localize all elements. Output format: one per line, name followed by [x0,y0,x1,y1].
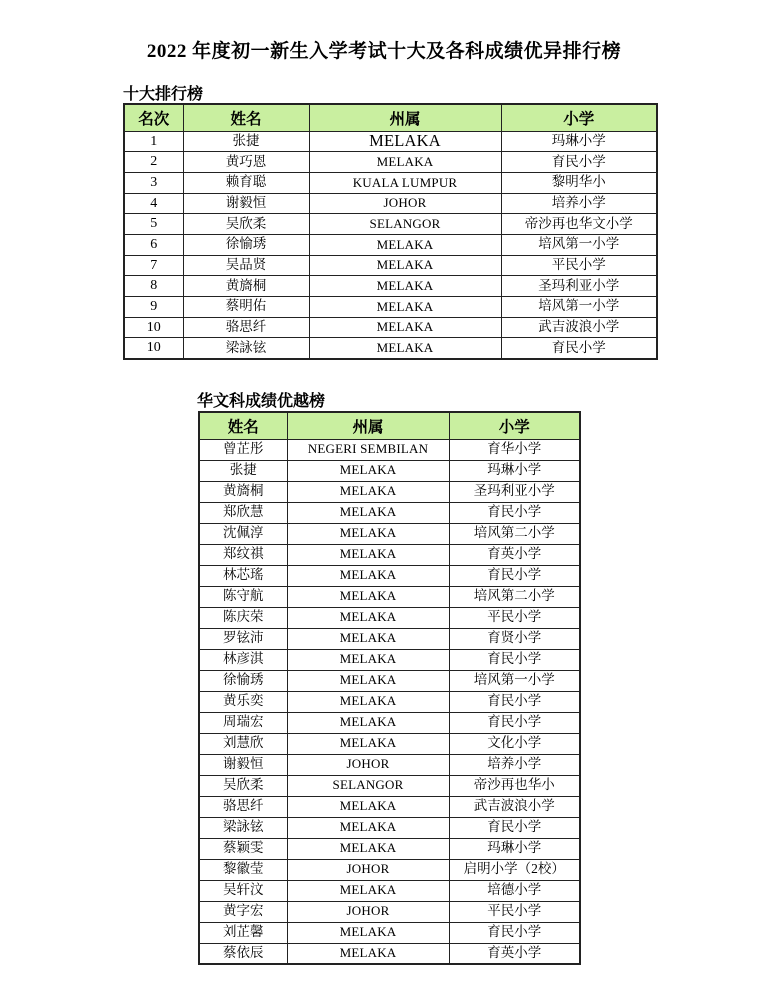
table-row [124,297,657,318]
name-cell: 骆思纤 [199,796,287,817]
school-cell: 育民小学 [501,338,657,359]
name-cell: 梁詠铉 [183,338,309,359]
name-cell: 谢毅恒 [199,754,287,775]
name-cell: 赖育聪 [183,172,309,193]
state-cell: MELAKA [287,880,449,901]
state-cell: MELAKA [287,586,449,607]
state-cell: MELAKA [309,234,501,255]
table-row [199,691,580,712]
state-cell: MELAKA [287,838,449,859]
table-row [199,859,580,880]
name-cell: 黄旖桐 [199,481,287,502]
state-cell: MELAKA [287,460,449,481]
school-cell: 武吉波浪小学 [449,796,580,817]
state-cell: MELAKA [309,152,501,173]
state-cell: JOHOR [309,193,501,214]
state-cell: MELAKA [309,131,501,152]
rank-cell: 6 [124,234,183,255]
state-cell: SELANGOR [309,214,501,235]
school-cell: 育民小学 [449,712,580,733]
name-cell: 蔡明佑 [183,297,309,318]
school-cell: 育民小学 [501,152,657,173]
table-row [199,670,580,691]
name-cell: 刘慧欣 [199,733,287,754]
school-cell: 育华小学 [449,439,580,460]
name-cell: 郑纹祺 [199,544,287,565]
school-cell: 培养小学 [449,754,580,775]
state-cell: MELAKA [287,649,449,670]
table-row [199,817,580,838]
name-cell: 谢毅恒 [183,193,309,214]
name-cell: 黄旖桐 [183,276,309,297]
table-row [199,502,580,523]
table-row [199,481,580,502]
section-heading-top10: 十大排行榜 [123,86,204,103]
school-cell: 育民小学 [449,922,580,943]
state-cell: MELAKA [287,502,449,523]
table-row [199,649,580,670]
state-cell: MELAKA [287,544,449,565]
school-cell: 培养小学 [501,193,657,214]
chinese-body [199,439,580,964]
name-cell: 吴欣柔 [183,214,309,235]
state-cell: NEGERI SEMBILAN [287,439,449,460]
name-cell: 梁詠铉 [199,817,287,838]
name-cell: 黄字宏 [199,901,287,922]
school-cell: 育民小学 [449,649,580,670]
section-heading-chinese: 华文科成绩优越榜 [197,393,326,410]
table-row [199,544,580,565]
name-cell: 吴欣柔 [199,775,287,796]
name-cell: 罗铉沛 [199,628,287,649]
name-cell: 周瑞宏 [199,712,287,733]
table-row [124,214,657,235]
name-cell: 蔡依辰 [199,943,287,964]
name-cell: 骆思纤 [183,317,309,338]
school-cell: 平民小学 [449,901,580,922]
column-header-state: 州属 [309,104,501,131]
name-cell: 蔡颖雯 [199,838,287,859]
rank-cell: 7 [124,255,183,276]
table-row [199,565,580,586]
name-cell: 林芯瑤 [199,565,287,586]
name-cell: 郑欣慧 [199,502,287,523]
name-cell: 黄乐奕 [199,691,287,712]
school-cell: 平民小学 [501,255,657,276]
state-cell: SELANGOR [287,775,449,796]
state-cell: MELAKA [309,338,501,359]
table-row [199,712,580,733]
state-cell: JOHOR [287,754,449,775]
school-cell: 育民小学 [449,502,580,523]
state-cell: MELAKA [287,523,449,544]
school-cell: 培风第一小学 [501,297,657,318]
rank-cell: 5 [124,214,183,235]
name-cell: 林彦淇 [199,649,287,670]
table-row [199,796,580,817]
name-cell: 徐愉琇 [199,670,287,691]
column-header-name: 姓名 [183,104,309,131]
page-title: 2022 年度初一新生入学考试十大及各科成绩优异排行榜 [146,41,622,62]
school-cell: 玛琳小学 [449,838,580,859]
column-header-school: 小学 [449,412,580,439]
table-row [199,460,580,481]
school-cell: 文化小学 [449,733,580,754]
state-cell: MELAKA [287,607,449,628]
school-cell: 培风第二小学 [449,586,580,607]
school-cell: 育贤小学 [449,628,580,649]
column-header-state: 州属 [287,412,449,439]
school-cell: 培风第二小学 [449,523,580,544]
table-row [199,775,580,796]
table-row [124,276,657,297]
school-cell: 武吉波浪小学 [501,317,657,338]
state-cell: MELAKA [287,481,449,502]
school-cell: 培风第一小学 [501,234,657,255]
table-row [124,234,657,255]
name-cell: 吴轩汶 [199,880,287,901]
school-cell: 育民小学 [449,817,580,838]
column-header-name: 姓名 [199,412,287,439]
name-cell: 黄巧恩 [183,152,309,173]
table-row [124,131,657,152]
column-header-rank: 名次 [124,104,183,131]
school-cell: 帝沙再也华文小学 [501,214,657,235]
name-cell: 曾芷彤 [199,439,287,460]
chinese-header-row [199,412,580,439]
school-cell: 育英小学 [449,544,580,565]
name-cell: 沈佩淳 [199,523,287,544]
state-cell: MELAKA [287,817,449,838]
school-cell: 育英小学 [449,943,580,964]
table-row [124,338,657,359]
table-row [199,922,580,943]
state-cell: MELAKA [287,712,449,733]
top10-body [124,131,657,359]
state-cell: MELAKA [309,255,501,276]
table-row [199,523,580,544]
school-cell: 育民小学 [449,691,580,712]
school-cell: 平民小学 [449,607,580,628]
state-cell: MELAKA [287,691,449,712]
school-cell: 圣玛利亚小学 [449,481,580,502]
school-cell: 育民小学 [449,565,580,586]
state-cell: MELAKA [287,733,449,754]
table-row [199,754,580,775]
name-cell: 黎徽莹 [199,859,287,880]
school-cell: 圣玛利亚小学 [501,276,657,297]
rank-cell: 3 [124,172,183,193]
chinese-table [198,411,581,965]
school-cell: 培风第一小学 [449,670,580,691]
state-cell: MELAKA [309,297,501,318]
rank-cell: 9 [124,297,183,318]
school-cell: 黎明华小 [501,172,657,193]
state-cell: MELAKA [309,276,501,297]
state-cell: KUALA LUMPUR [309,172,501,193]
table-row [199,838,580,859]
state-cell: JOHOR [287,859,449,880]
table-row [124,172,657,193]
column-header-school: 小学 [501,104,657,131]
table-row [124,255,657,276]
top10-header-row [124,104,657,131]
name-cell: 陈守航 [199,586,287,607]
rank-cell: 4 [124,193,183,214]
state-cell: MELAKA [287,922,449,943]
state-cell: MELAKA [309,317,501,338]
name-cell: 陈庆荣 [199,607,287,628]
table-row [124,152,657,173]
state-cell: MELAKA [287,670,449,691]
table-row [199,943,580,964]
table-row [199,880,580,901]
school-cell: 玛琳小学 [501,131,657,152]
school-cell: 启明小学（2校） [449,859,580,880]
table-row [199,901,580,922]
name-cell: 张捷 [199,460,287,481]
name-cell: 刘芷馨 [199,922,287,943]
state-cell: MELAKA [287,628,449,649]
top10-table [123,103,658,360]
school-cell: 帝沙再也华小 [449,775,580,796]
name-cell: 吴品贤 [183,255,309,276]
rank-cell: 2 [124,152,183,173]
rank-cell: 10 [124,338,183,359]
table-row [199,733,580,754]
name-cell: 张捷 [183,131,309,152]
table-row [199,586,580,607]
school-cell: 培德小学 [449,880,580,901]
state-cell: MELAKA [287,565,449,586]
name-cell: 徐愉琇 [183,234,309,255]
table-row [199,628,580,649]
table-row [199,439,580,460]
state-cell: MELAKA [287,943,449,964]
rank-cell: 10 [124,317,183,338]
table-row [124,193,657,214]
table-row [199,607,580,628]
rank-cell: 1 [124,131,183,152]
school-cell: 玛琳小学 [449,460,580,481]
table-row [124,317,657,338]
state-cell: JOHOR [287,901,449,922]
state-cell: MELAKA [287,796,449,817]
rank-cell: 8 [124,276,183,297]
